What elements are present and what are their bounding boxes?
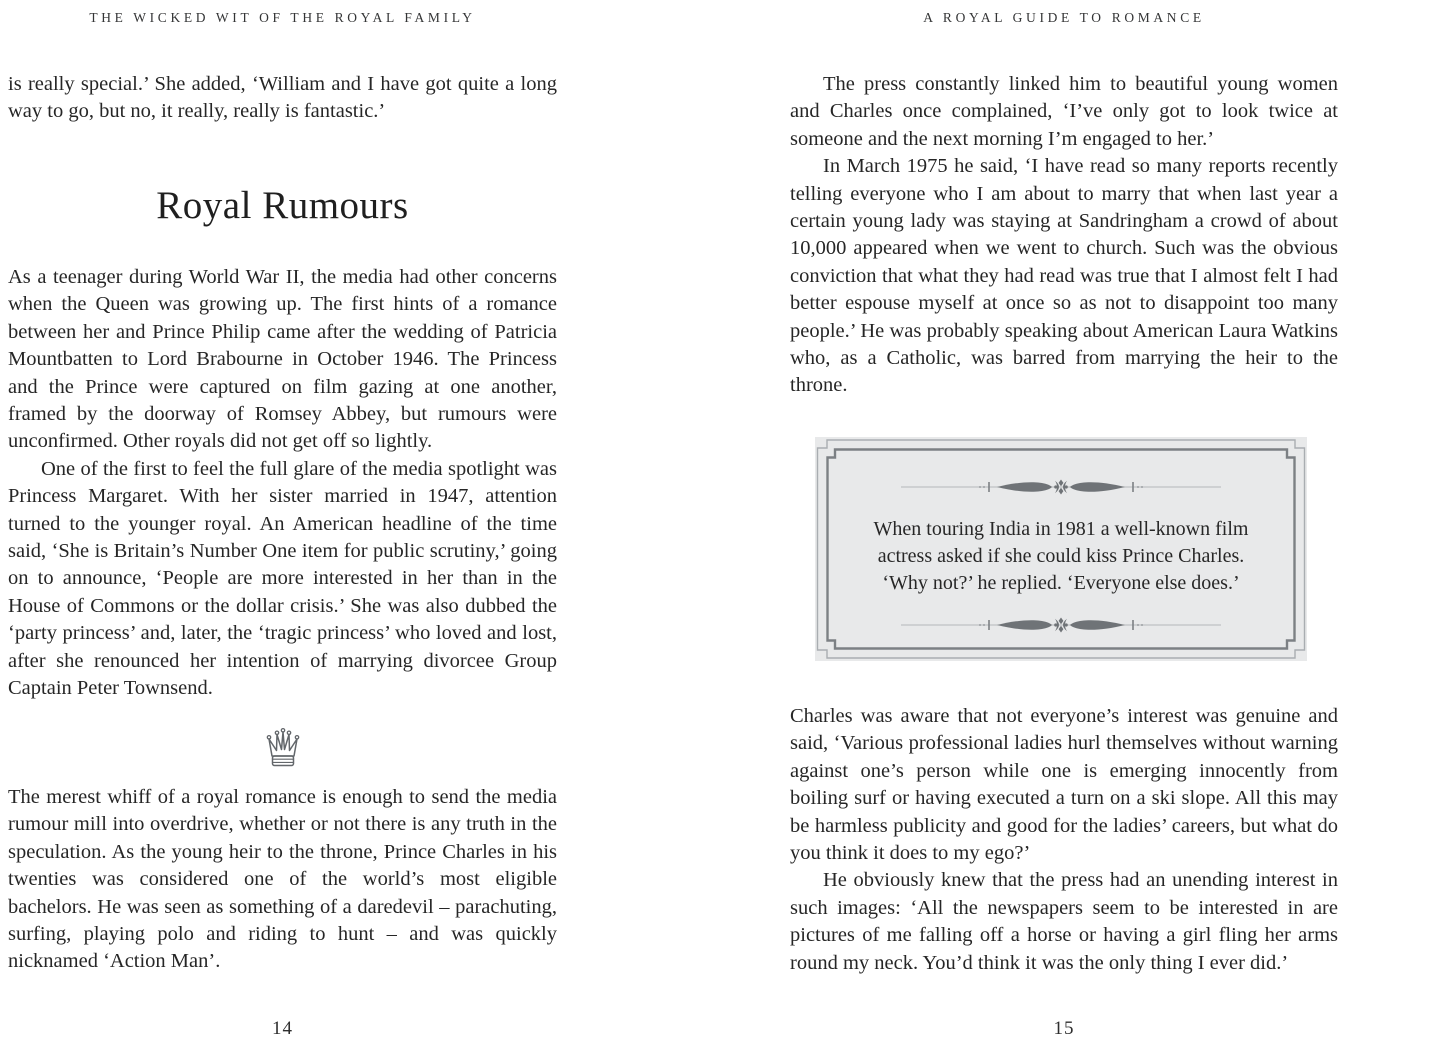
paragraph: The merest whiff of a royal romance is enough to send the media rumour mill into overdrive, whether or not there is any truth in the speculation. As the young heir to the throne, Prince Charles in his twenties was considered one of the world’s most eligible bachelors. He was seen as something of a daredevil – parachuting, surfing, playing polo and riding to hunt – and was quickly nicknamed ‘Action Man’. bbox=[8, 786, 557, 973]
running-header-right: A ROYAL GUIDE TO ROMANCE bbox=[923, 10, 1205, 25]
quote-line: ‘Why not?’ he replied. ‘Everyone else does.’ bbox=[882, 572, 1240, 594]
right-body-text-bottom bbox=[790, 703, 1338, 977]
left-last-paragraph bbox=[8, 784, 557, 976]
page-number-left: 14 bbox=[272, 1018, 293, 1039]
right-body-text-top bbox=[790, 71, 1338, 400]
page-number-right: 15 bbox=[1053, 1018, 1075, 1039]
paragraph: The press constantly linked him to beautiful young women and Charles once complained, ‘I’ve only got to look twice at someone and the next morning I’m engaged to her.’ bbox=[790, 73, 1338, 150]
running-header-left: THE WICKED WIT OF THE ROYAL FAMILY bbox=[89, 10, 476, 25]
paragraph: is really special.’ She added, ‘William and I have got quite a long way to go, but no, it really, really is fantastic.’ bbox=[8, 73, 557, 123]
left-body-text bbox=[8, 264, 557, 703]
quote-line: When touring India in 1981 a well-known film bbox=[873, 518, 1249, 540]
section-title: Royal Rumours bbox=[156, 184, 409, 227]
quote-content bbox=[815, 437, 1307, 661]
quote-line: actress asked if she could kiss Prince Charles. bbox=[877, 545, 1245, 567]
paragraph: One of the first to feel the full glare of the media spotlight was Princess Margaret. With her sister married in 1947, attention turned to the younger royal. An American headline of the time said, ‘She is Britain’s Number One item for public scrutiny,’ going on to announce, ‘People are more interested in her than in the House of Commons or the dollar crisis.’ She was also dubbed the ‘party princess’ and, later, the ‘tragic princess’ who loved and lost, after she renounced her intention of marrying divorcee Group Captain Peter Townsend. bbox=[8, 457, 557, 700]
paragraph: He obviously knew that the press had an unending interest in such images: ‘All the newspapers seem to be interested in are pictures of me falling off a horse or having a girl fling her arms round my neck. You’d think it was the only thing I ever did.’ bbox=[790, 869, 1338, 974]
crown-icon bbox=[263, 726, 303, 772]
quote-text bbox=[841, 516, 1281, 597]
left-page bbox=[8, 0, 557, 1050]
paragraph: Charles was aware that not everyone’s interest was genuine and said, ‘Various professional ladies hurl themselves without warning against one’s person while one is emerging innocently from boiling surf or having executed a turn on a ski slope. All this may be harmless publicity and good for the ladies’ careers, but what do you think it does to my ego?’ bbox=[790, 705, 1338, 865]
paragraph: As a teenager during World War II, the media had other concerns when the Queen was growing up. The first hints of a romance between her and Prince Philip came after the wedding of Patricia Mountbatten to Lord Brabourne in October 1946. The Princess and the Prince were captured on film gazing at one another, framed by the doorway of Romsey Abbey, but rumours were unconfirmed. Other royals did not get off so lightly. bbox=[8, 266, 557, 453]
continuation-paragraph bbox=[8, 71, 557, 126]
flourish-divider-icon bbox=[901, 475, 1221, 499]
pull-quote-box bbox=[815, 437, 1307, 661]
right-page bbox=[790, 0, 1338, 1050]
flourish-divider-icon bbox=[901, 613, 1221, 637]
paragraph: In March 1975 he said, ‘I have read so many reports recently telling everyone who I am about to marry that when last year a certain young lady was staying at Sandringham a crowd of about 10,000 appeared when we went to church. Such was the obvious conviction that what they had read was true that I almost felt I had better espouse myself at once so as not to disappoint too many people.’ He was probably speaking about American Laura Watkins who, as a Catholic, was barred from marrying the heir to the throne. bbox=[790, 155, 1338, 397]
crown-ornament-wrap bbox=[8, 726, 557, 777]
